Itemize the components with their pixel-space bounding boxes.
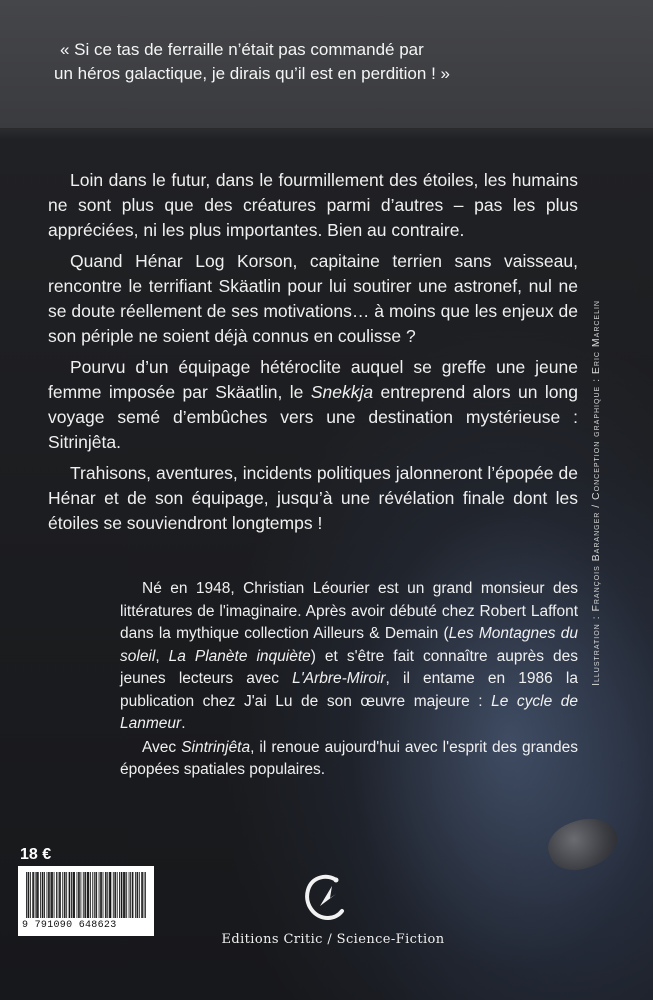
barcode-bar (145, 872, 146, 918)
barcode-bar (109, 872, 110, 918)
pull-quote (54, 38, 600, 86)
barcode-bar (88, 872, 89, 918)
barcode-bar (94, 872, 95, 918)
barcode-bar (87, 872, 88, 918)
credits-vertical: Illustration : François Baranger / Conception graphique : Eric Marcelin (590, 300, 602, 686)
barcode-bar (28, 872, 29, 918)
barcode-bar (84, 872, 85, 918)
barcode-bar (64, 872, 65, 918)
barcode-bar (95, 872, 96, 918)
barcode-bar (100, 872, 101, 918)
synopsis-paragraph: Loin dans le futur, dans le fourmillement des étoiles, les humains ne sont plus que des créatures parmi d’autres – pas les plus appréciées, ni les plus importantes. Bien au contraire. (48, 170, 578, 240)
bio-text: , il entame en 1986 la publication chez J'ai Lu de son œuvre majeure : (120, 670, 578, 710)
barcode-bar (135, 872, 136, 918)
barcode-bar (28, 872, 29, 918)
barcode-bar (52, 872, 53, 918)
quote-band (0, 0, 653, 129)
synopsis-paragraph (48, 355, 578, 455)
barcode-number: 9 791090 648623 (22, 920, 117, 931)
barcode-bar (132, 872, 133, 918)
barcode-bar (44, 872, 45, 918)
quote-line-2: un héros galactique, je dirais qu’il est en perdition ! » (54, 64, 450, 83)
barcode-bars (26, 872, 146, 918)
barcode-bar (43, 872, 44, 918)
barcode-bar (117, 872, 118, 918)
barcode-bar (54, 872, 55, 918)
barcode-bar (79, 872, 80, 918)
ship-name: Snekkja (310, 382, 374, 402)
bio-text: , il renoue aujourd'hui avec l'esprit des grandes épopées spatiales populaires. (120, 738, 578, 778)
barcode-bar (30, 872, 31, 918)
bio-paragraph (120, 737, 578, 782)
barcode-bar (125, 872, 126, 918)
barcode-bar (88, 872, 89, 918)
barcode-bar (74, 872, 75, 918)
barcode-bar (141, 872, 142, 918)
barcode-bar (33, 872, 34, 918)
author-bio (120, 578, 578, 782)
barcode-bar (80, 872, 81, 918)
barcode-bar (37, 872, 38, 918)
barcode-bar (71, 872, 72, 918)
barcode-bar (144, 872, 145, 918)
barcode-bar (69, 872, 70, 918)
barcode-bar (133, 872, 134, 918)
bio-text: Avec (142, 738, 182, 756)
barcode-bar (56, 872, 57, 918)
synopsis-paragraph: Trahisons, aventures, incidents politiques jalonneront l’épopée de Hénar et de son équipage, jusqu’à une révélation finale dont les étoiles se souviendront longtemps ! (48, 463, 578, 533)
synopsis (48, 168, 578, 542)
barcode-bar (101, 872, 102, 918)
barcode-bar (32, 872, 33, 918)
barcode-bar (130, 872, 131, 918)
book-title: La Planète inquiète (168, 647, 311, 665)
book-title: L'Arbre-Miroir (292, 670, 386, 687)
barcode-bar (26, 872, 27, 918)
barcode-bar (59, 872, 60, 918)
barcode-bar (115, 872, 116, 918)
barcode-bar (40, 872, 41, 918)
critic-logo-icon (302, 872, 346, 924)
barcode-bar (83, 872, 84, 918)
barcode-bar (122, 872, 123, 918)
asteroid-illustration (542, 809, 624, 878)
barcode-bar (123, 872, 124, 918)
barcode-bar (110, 872, 111, 918)
barcode-bar (60, 872, 61, 918)
barcode-bar (38, 872, 39, 918)
barcode-bar (103, 872, 104, 918)
bio-text: Né en 1948, Christian Léourier est un grand monsieur des littératures de l'imaginaire. Après avoir débuté chez Robert Laffont dans la mythique collection Ailleurs & Demain ( (120, 580, 578, 642)
barcode-bar (129, 872, 130, 918)
barcode-bar (35, 872, 36, 918)
barcode-bar (73, 872, 74, 918)
barcode-bar (124, 872, 125, 918)
barcode (18, 866, 154, 936)
barcode-bar (119, 872, 120, 918)
barcode-bar (90, 872, 91, 918)
barcode-bar (92, 872, 93, 918)
barcode-bar (96, 872, 97, 918)
price: 18 € (20, 846, 52, 863)
bio-text: . (181, 715, 186, 732)
barcode-bar (62, 872, 63, 918)
barcode-bar (51, 872, 52, 918)
bio-paragraph (120, 578, 578, 736)
barcode-bar (126, 872, 127, 918)
barcode-bar (65, 872, 66, 918)
barcode-bar (137, 872, 138, 918)
barcode-bar (99, 872, 100, 918)
barcode-bar (58, 872, 59, 918)
barcode-bar (49, 872, 50, 918)
barcode-bar (66, 872, 67, 918)
barcode-bar (73, 872, 74, 918)
barcode-bar (137, 872, 138, 918)
barcode-bar (113, 872, 114, 918)
bio-text: , (155, 647, 169, 665)
bio-text: ) et s'être fait connaître auprès des jeunes lecteurs avec (120, 647, 578, 687)
synopsis-text: Pourvu d’un équipage hétéroclite auquel se greffe une jeune femme imposée par Skäatlin, le (48, 357, 578, 402)
barcode-bar (105, 872, 106, 918)
book-title: Le cycle de Lanmeur (120, 692, 578, 732)
barcode-bar (114, 872, 115, 918)
barcode-bar (121, 872, 122, 918)
barcode-bar (50, 872, 51, 918)
barcode-bar (36, 872, 37, 918)
book-title: Sintrinjêta (181, 738, 251, 756)
barcode-bar (48, 872, 49, 918)
synopsis-text: entreprend alors un long voyage semé d’embûches vers une destination mystérieuse : Sitrinjêta. (48, 382, 579, 452)
barcode-bar (42, 872, 43, 918)
synopsis-paragraph: Quand Hénar Log Korson, capitaine terrien sans vaisseau, rencontre le terrifiant Skäatlin pour lui soutirer une astronef, nul ne se doute réellement de ses motivations… à moins que les enjeux de son périple ne soient déjà connus en coulisse ? (48, 251, 578, 346)
barcode-bar (139, 872, 140, 918)
barcode-bar (107, 872, 108, 918)
barcode-bar (78, 872, 79, 918)
barcode-bar (69, 872, 70, 918)
barcode-bar (47, 872, 48, 918)
barcode-bar (85, 872, 86, 918)
barcode-bar (77, 872, 78, 918)
barcode-bar (110, 872, 111, 918)
quote-line-1: « Si ce tas de ferraille n’était pas commandé par (60, 40, 424, 59)
barcode-bar (142, 872, 143, 918)
publisher-name: Editions Critic / Science-Fiction (221, 932, 445, 947)
book-title: Les Montagnes du soleil (120, 625, 578, 665)
barcode-bar (106, 872, 107, 918)
